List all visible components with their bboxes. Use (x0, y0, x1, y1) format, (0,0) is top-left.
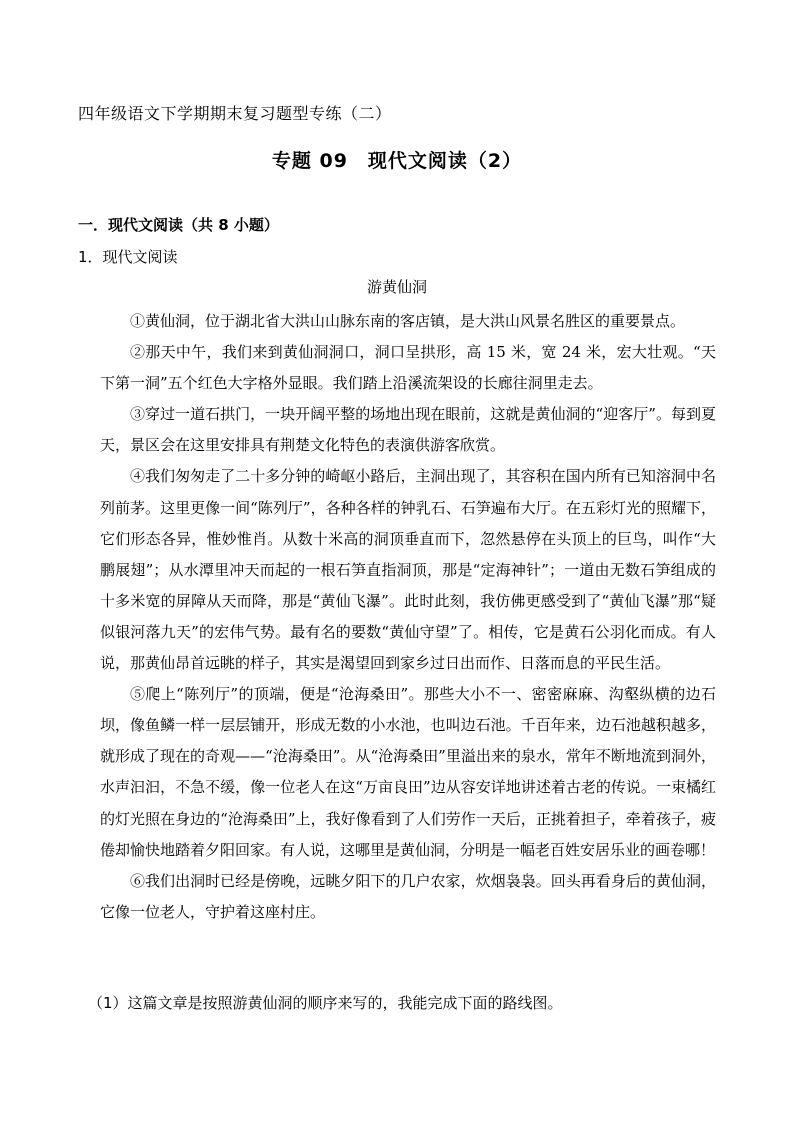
passage-title: 游黄仙洞 (366, 278, 427, 296)
passage-paragraph-2: ②那天中午，我们来到黄仙洞洞口，洞口呈拱形，高 15 米，宽 24 米，宏大壮观。“天下第一洞”五个红色大字格外显眼。我们踏上沿溪流架设的长廊往洞里走去。 (100, 343, 716, 393)
question-label: 1．现代文阅读 (78, 248, 178, 266)
passage-body (100, 306, 716, 928)
section-heading: 一．现代文阅读（共 8 小题） (78, 216, 279, 234)
passage-paragraph-3: ③穿过一道石拱门，一块开阔平整的场地出现在眼前，这就是黄仙洞的“迎客厅”。每到夏天，景区会在这里安排具有荆楚文化特色的表演供游客欣赏。 (100, 405, 716, 455)
subquestion-1: （1）这篇文章是按照游黄仙洞的顺序来写的，我能完成下面的路线图。 (88, 994, 563, 1012)
passage-paragraph-5: ⑤爬上“陈列厅”的顶端，便是“沧海桑田”。那些大小不一、密密麻麻、沟壑纵横的边石坝，像鱼鳞一样一层层铺开，形成无数的小水池，也叫边石池。千百年来，边石池越积越多，就形成了现在的奇观——“沧海桑田”。从“沧海桑田”里溢出来的泉水，常年不断地流到洞外，水声汩汩，不急不缓，像一位老人在这“万亩良田”边从容安详地讲述着古老的传说。一束橘红的灯光照在身边的“沧海桑田”上，我好像看到了人们劳作一天后，正挑着担子，牵着孩子，疲倦却愉快地踏着夕阳回家。有人说，这哪里是黄仙洞，分明是一幅老百姓安居乐业的画卷哪！ (100, 685, 716, 859)
document-title: 专题 09 现代文阅读（2） (271, 150, 523, 172)
document-header: 四年级语文下学期期末复习题型专练（二） (78, 104, 392, 123)
passage-paragraph-1: ①黄仙洞，位于湖北省大洪山山脉东南的客店镇，是大洪山风景名胜区的重要景点。 (130, 312, 686, 330)
passage-paragraph-6: ⑥我们出洞时已经是傍晚，远眺夕阳下的几户农家，炊烟袅袅。回头再看身后的黄仙洞，它像一位老人，守护着这座村庄。 (100, 871, 716, 921)
passage-paragraph-4: ④我们匆匆走了二十多分钟的崎岖小路后，主洞出现了，其容积在国内所有已知溶洞中名列前茅。这里更像一间“陈列厅”，各种各样的钟乳石、石笋遍布大厅。在五彩灯光的照耀下，它们形态各异，惟妙惟肖。从数十米高的洞顶垂直而下，忽然悬停在头顶上的巨鸟，叫作“大鹏展翅”；从水潭里冲天而起的一根石笋直指洞顶，那是“定海神针”；一道由无数石笋组成的十多米宽的屏障从天而降，那是“黄仙飞瀑”。此时此刻，我仿佛更感受到了“黄仙飞瀑”那“疑似银河落九天”的宏伟气势。最有名的要数“黄仙守望”了。相传，它是黄石公羽化而成。有人说，那黄仙昂首远眺的样子，其实是渴望回到家乡过日出而作、日落而息的平民生活。 (100, 467, 716, 673)
